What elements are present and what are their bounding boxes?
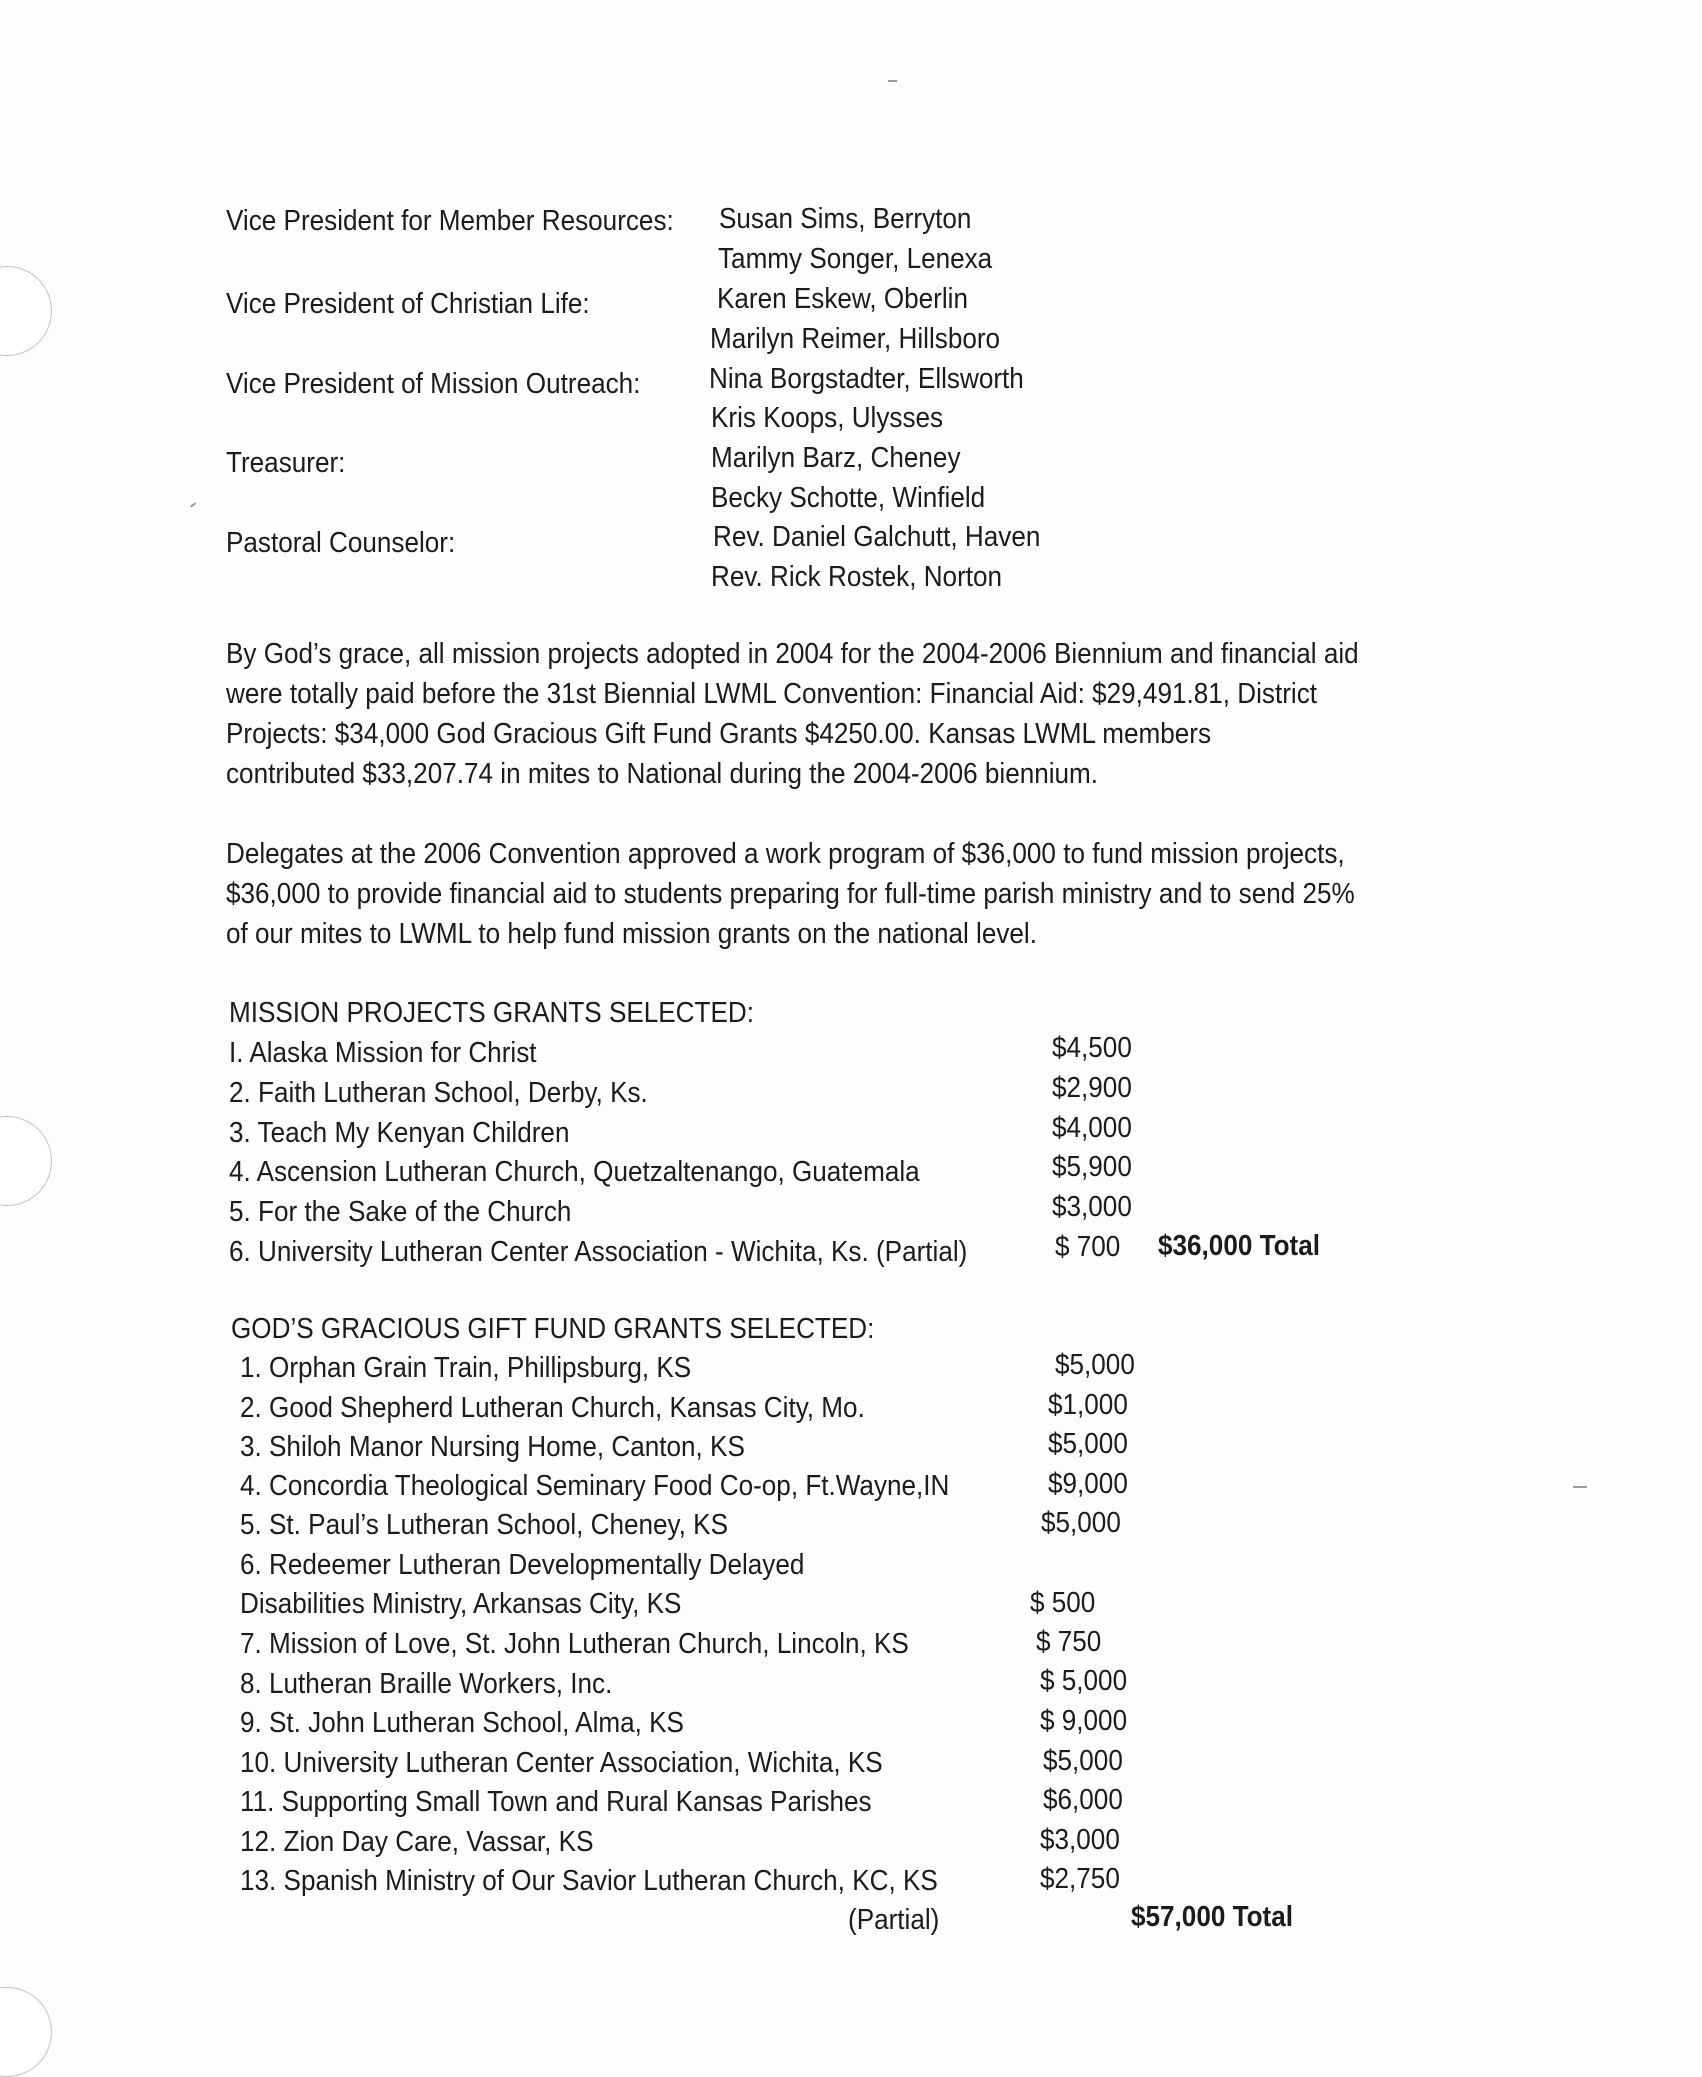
grant-item-amount: $ 750 (1036, 1626, 1102, 1658)
section-total: $57,000 Total (1131, 1901, 1294, 1933)
grant-item-amount: $ 9,000 (1040, 1705, 1128, 1737)
officer-name: Marilyn Reimer, Hillsboro (710, 323, 1001, 355)
grant-item-label: 5. For the Sake of the Church (229, 1196, 572, 1228)
officer-role: Vice President of Mission Outreach: (226, 368, 641, 400)
officer-role: Vice President of Christian Life: (226, 288, 590, 320)
grant-item-amount: $5,900 (1052, 1151, 1132, 1183)
grant-item-label: 8. Lutheran Braille Workers, Inc. (240, 1668, 613, 1700)
grant-item-label: I. Alaska Mission for Christ (229, 1037, 537, 1069)
grant-item-label: 3. Shiloh Manor Nursing Home, Canton, KS (240, 1431, 745, 1463)
grant-item-amount: $3,000 (1052, 1191, 1132, 1223)
punch-hole (0, 1116, 52, 1206)
paragraph-line: $36,000 to provide financial aid to students preparing for full-time parish ministry and to send 25% (226, 878, 1355, 910)
officer-name: Rev. Rick Rostek, Norton (711, 561, 1003, 593)
grant-item-amount: $9,000 (1048, 1468, 1128, 1500)
grant-item-amount: $5,000 (1043, 1745, 1123, 1777)
grant-item-amount: $ 700 (1055, 1231, 1121, 1263)
grant-item-label: 5. St. Paul’s Lutheran School, Cheney, KS (240, 1509, 728, 1541)
paragraph-line: Delegates at the 2006 Convention approved a work program of $36,000 to fund mission projects, (226, 838, 1345, 870)
grant-item-label: 9. St. John Lutheran School, Alma, KS (240, 1707, 684, 1739)
section-total: $36,000 Total (1158, 1230, 1321, 1262)
grant-item-label: 6. University Lutheran Center Association - Wichita, Ks. (Partial) (229, 1236, 968, 1268)
officer-name: Becky Schotte, Winfield (711, 482, 986, 514)
grant-item-label: 6. Redeemer Lutheran Developmentally Delayed (240, 1549, 805, 1581)
officer-name: Marilyn Barz, Cheney (711, 442, 961, 474)
grant-item-amount: $5,000 (1055, 1349, 1135, 1381)
grant-item-label: 4. Concordia Theological Seminary Food Co-op, Ft.Wayne,IN (240, 1470, 950, 1502)
grant-item-amount: $1,000 (1048, 1389, 1128, 1421)
grant-item-label: Disabilities Ministry, Arkansas City, KS (240, 1588, 682, 1620)
grant-item-amount: $5,000 (1048, 1428, 1128, 1460)
paragraph-line: Projects: $34,000 God Gracious Gift Fund Grants $4250.00. Kansas LWML members (226, 718, 1212, 750)
scan-speck (888, 80, 897, 82)
scan-speck (1573, 1486, 1587, 1488)
paragraph-work-program (226, 834, 1355, 954)
officer-name: Rev. Daniel Galchutt, Haven (713, 521, 1041, 553)
grant-item-label: 2. Faith Lutheran School, Derby, Ks. (229, 1077, 648, 1109)
officer-role: Treasurer: (226, 447, 346, 479)
grant-item-label: 1. Orphan Grain Train, Phillipsburg, KS (240, 1352, 692, 1384)
officer-name: Karen Eskew, Oberlin (717, 283, 968, 315)
officer-name: Susan Sims, Berryton (719, 203, 972, 235)
grant-item-label: 2. Good Shepherd Lutheran Church, Kansas City, Mo. (240, 1392, 865, 1424)
grant-item-label: 3. Teach My Kenyan Children (229, 1117, 570, 1149)
paragraph-line: of our mites to LWML to help fund mission grants on the national level. (226, 918, 1037, 950)
partial-note: (Partial) (848, 1904, 940, 1936)
grant-item-amount: $ 5,000 (1040, 1665, 1128, 1697)
grant-item-amount: $2,900 (1052, 1072, 1132, 1104)
paragraph-financial-summary (226, 634, 1359, 794)
grant-item-amount: $3,000 (1040, 1824, 1120, 1856)
grant-item-amount: $6,000 (1043, 1784, 1123, 1816)
grant-item-amount: $5,000 (1041, 1507, 1121, 1539)
paragraph-line: contributed $33,207.74 in mites to National during the 2004-2006 biennium. (226, 758, 1099, 790)
grant-item-label: 13. Spanish Ministry of Our Savior Lutheran Church, KC, KS (240, 1865, 938, 1897)
grant-item-label: 4. Ascension Lutheran Church, Quetzaltenango, Guatemala (229, 1156, 920, 1188)
paragraph-line: were totally paid before the 31st Biennial LWML Convention: Financial Aid: $29,491.81, District (226, 678, 1318, 710)
officer-name: Tammy Songer, Lenexa (718, 243, 993, 275)
punch-hole (0, 1987, 52, 2077)
officer-name: Nina Borgstadter, Ellsworth (709, 363, 1024, 395)
paragraph-line: By God’s grace, all mission projects adopted in 2004 for the 2004-2006 Biennium and financial aid (226, 638, 1359, 670)
grant-item-amount: $2,750 (1040, 1863, 1120, 1895)
grant-item-label: 12. Zion Day Care, Vassar, KS (240, 1826, 594, 1858)
officer-name: Kris Koops, Ulysses (711, 402, 944, 434)
officer-role: Pastoral Counselor: (226, 527, 456, 559)
scan-speck (190, 502, 196, 507)
grant-item-label: 10. University Lutheran Center Association, Wichita, KS (240, 1747, 883, 1779)
section-heading: GOD’S GRACIOUS GIFT FUND GRANTS SELECTED: (231, 1313, 875, 1345)
grant-item-amount: $4,500 (1052, 1032, 1132, 1064)
grant-item-amount: $ 500 (1030, 1587, 1096, 1619)
grant-item-label: 11. Supporting Small Town and Rural Kansas Parishes (240, 1786, 872, 1818)
punch-hole (0, 266, 52, 356)
grant-item-label: 7. Mission of Love, St. John Lutheran Church, Lincoln, KS (240, 1628, 909, 1660)
grant-item-amount: $4,000 (1052, 1112, 1132, 1144)
section-heading: MISSION PROJECTS GRANTS SELECTED: (229, 997, 754, 1029)
officer-role: Vice President for Member Resources: (226, 205, 674, 237)
